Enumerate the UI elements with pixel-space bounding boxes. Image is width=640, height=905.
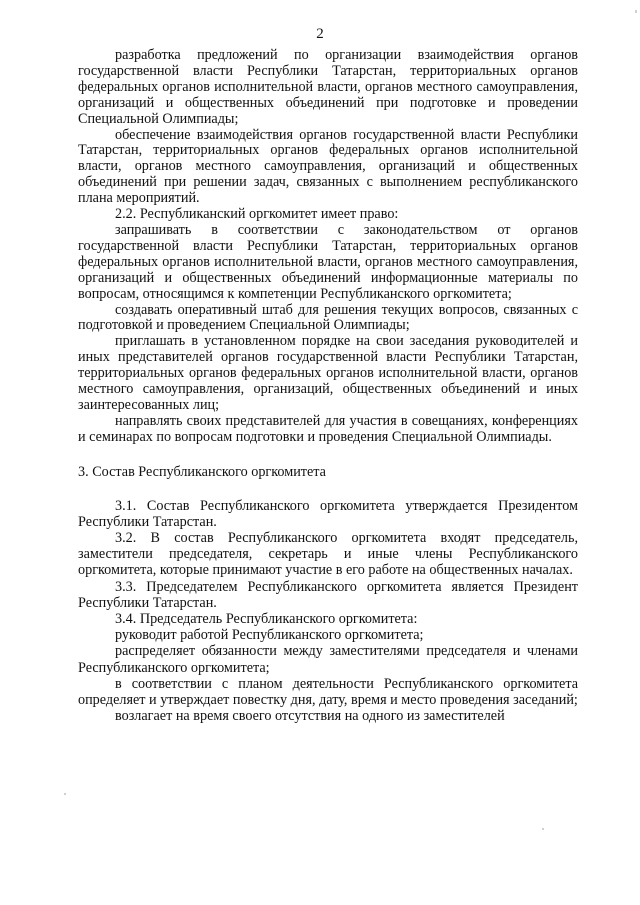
section-3 xyxy=(78,498,578,725)
paragraph: 3.3. Председателем Республиканского оргкомитета является Президент Республики Татарстан. xyxy=(78,578,578,611)
paragraph: создавать оперативный штаб для решения текущих вопросов, связанных с подготовкой и проведением Специальной Олимпиады; xyxy=(78,301,578,334)
section-2-continued xyxy=(78,48,578,446)
paragraph: запрашивать в соответствии с законодательством от органов государственной власти Республики Татарстан, территориальных органов федеральных органов исполнительной власти, органов местного самоуправления, организаций и общественных объединений информационные материалы по вопросам, относящимся к компетенции Республиканского оргкомитета; xyxy=(78,221,578,302)
paragraph: направлять своих представителей для участия в совещаниях, конференциях и семинарах по вопросам подготовки и проведения Специальной Олимпиады. xyxy=(78,412,578,445)
document-body xyxy=(78,48,578,724)
paragraph: 3.2. В состав Республиканского оргкомитета входят председатель, заместители председателя, секретарь и иные члены Республиканского оргкомитета, которые принимают участие в его работе на общественных началах. xyxy=(78,529,578,579)
paragraph: распределяет обязанности между заместителями председателя и членами Республиканского оргкомитета; xyxy=(78,643,578,676)
paragraph: возлагает на время своего отсутствия на одного из заместителей xyxy=(115,708,505,725)
paragraph: в соответствии с планом деятельности Республиканского оргкомитета определяет и утверждает повестку дня, дату, время и место проведения заседаний; xyxy=(78,675,578,708)
paragraph: 3.4. Председатель Республиканского оргкомитета: xyxy=(115,610,418,627)
paragraph: разработка предложений по организации взаимодействия органов государственной власти Республики Татарстан, территориальных органов федеральных органов исполнительной власти, органов местного самоуправления, организаций и общественных объединений при подготовке и проведении Специальной Олимпиады; xyxy=(78,47,578,127)
scan-speck xyxy=(64,793,66,795)
page-number: 2 xyxy=(316,26,324,42)
scan-speck xyxy=(542,828,544,830)
section-heading: 3. Состав Республиканского оргкомитета xyxy=(78,463,326,480)
paragraph: обеспечение взаимодействия органов государственной власти Республики Татарстан, территориальных органов федеральных органов исполнительной власти, органов местного самоуправления, организаций и общественных объединений при решении задач, связанных с выполнением республиканского плана мероприятий. xyxy=(78,126,578,207)
paragraph: приглашать в установленном порядке на свои заседания руководителей и иных представителей органов государственной власти Республики Татарстан, территориальных органов федеральных органов исполнительной власти, органов местного самоуправления, организаций, общественных объединений и иных заинтересованных лиц; xyxy=(78,333,578,413)
paragraph: руководит работой Республиканского оргкомитета; xyxy=(115,627,424,644)
paragraph: 3.1. Состав Республиканского оргкомитета утверждается Президентом Республики Татарстан. xyxy=(78,497,578,530)
scan-speck xyxy=(635,10,637,13)
paragraph: 2.2. Республиканский оргкомитет имеет право: xyxy=(115,206,399,223)
